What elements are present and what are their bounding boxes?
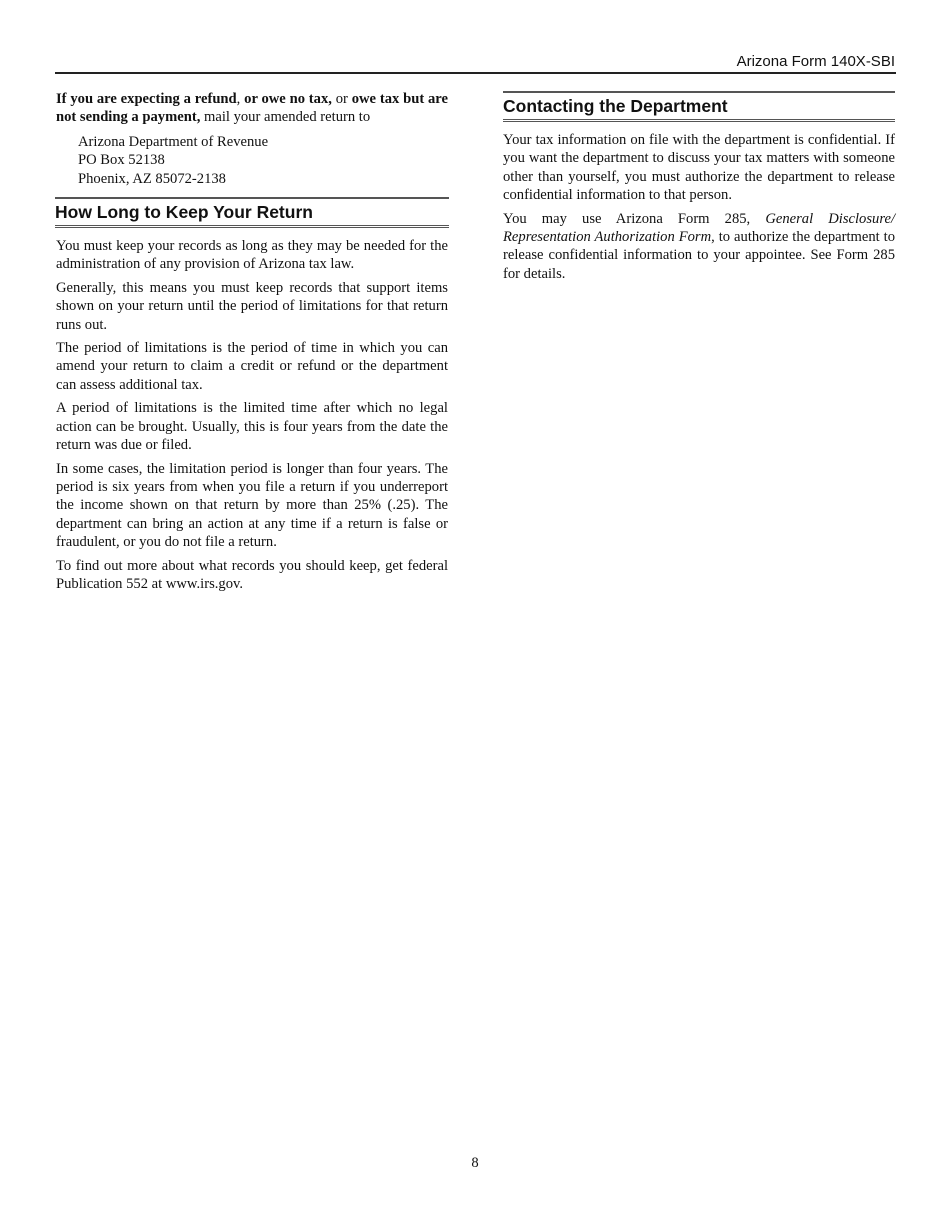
form-285-paragraph xyxy=(503,210,895,284)
mail-text-1: , xyxy=(236,91,245,107)
paragraph: A period of limitations is the limited time after which no legal action can be brought. Usually, this is four years from the date the return was due or filed. xyxy=(56,400,448,454)
form-285-text-1: You may use Arizona Form 285, xyxy=(503,210,766,227)
contact-heading: Contacting the Department xyxy=(503,91,895,122)
left-column xyxy=(56,90,448,598)
mail-instructions xyxy=(56,90,448,127)
paragraph: Generally, this means you must keep records that support items shown on your return until the period of limitations for that return runs out. xyxy=(56,279,448,333)
address-line-3: Phoenix, AZ 85072-2138 xyxy=(78,170,226,187)
mail-text-3: mail your amended return to xyxy=(200,109,371,126)
refund-condition: If you are expecting a refund xyxy=(56,91,237,107)
form-285-text-2: , to authorize the department to release confidential information to your appointee. See Form 285 for details. xyxy=(503,229,895,282)
no-tax-condition: or owe no tax, xyxy=(244,91,332,107)
form-title: Arizona Form 140X-SBI xyxy=(736,53,895,70)
paragraph: In some cases, the limitation period is longer than four years. The period is six years from when you file a return if you underreport the income shown on that return by more than 25% (.25). The department can bring an action at any time if a return is false or fraudulent, or you do not file a return. xyxy=(56,460,448,551)
no-payment-condition: owe tax but are not sending a payment, xyxy=(56,91,448,126)
header-rule xyxy=(55,72,896,74)
mailing-address xyxy=(78,133,448,188)
mail-text-2: or xyxy=(331,91,352,107)
paragraph: The period of limitations is the period of time in which you can amend your return to claim a credit or refund or the department can assess additional tax. xyxy=(56,340,448,393)
form-285-title: General Disclosure/ Representation Authorization Form xyxy=(503,210,895,246)
right-column xyxy=(503,91,895,288)
address-line-1: Arizona Department of Revenue xyxy=(78,133,269,150)
page-number: 8 xyxy=(471,1155,479,1171)
address-line-2: PO Box 52138 xyxy=(78,152,165,169)
paragraph: To find out more about what records you should keep, get federal Publication 552 at www.irs.gov. xyxy=(56,557,448,592)
paragraph: You must keep your records as long as they may be needed for the administration of any provision of Arizona tax law. xyxy=(56,238,448,273)
keep-return-heading: How Long to Keep Your Return xyxy=(55,197,449,228)
confidentiality-paragraph: Your tax information on file with the department is confidential. If you want the department to discuss your tax matters with someone other than yourself, you must authorize the department to release confidential information to that person. xyxy=(503,132,895,204)
